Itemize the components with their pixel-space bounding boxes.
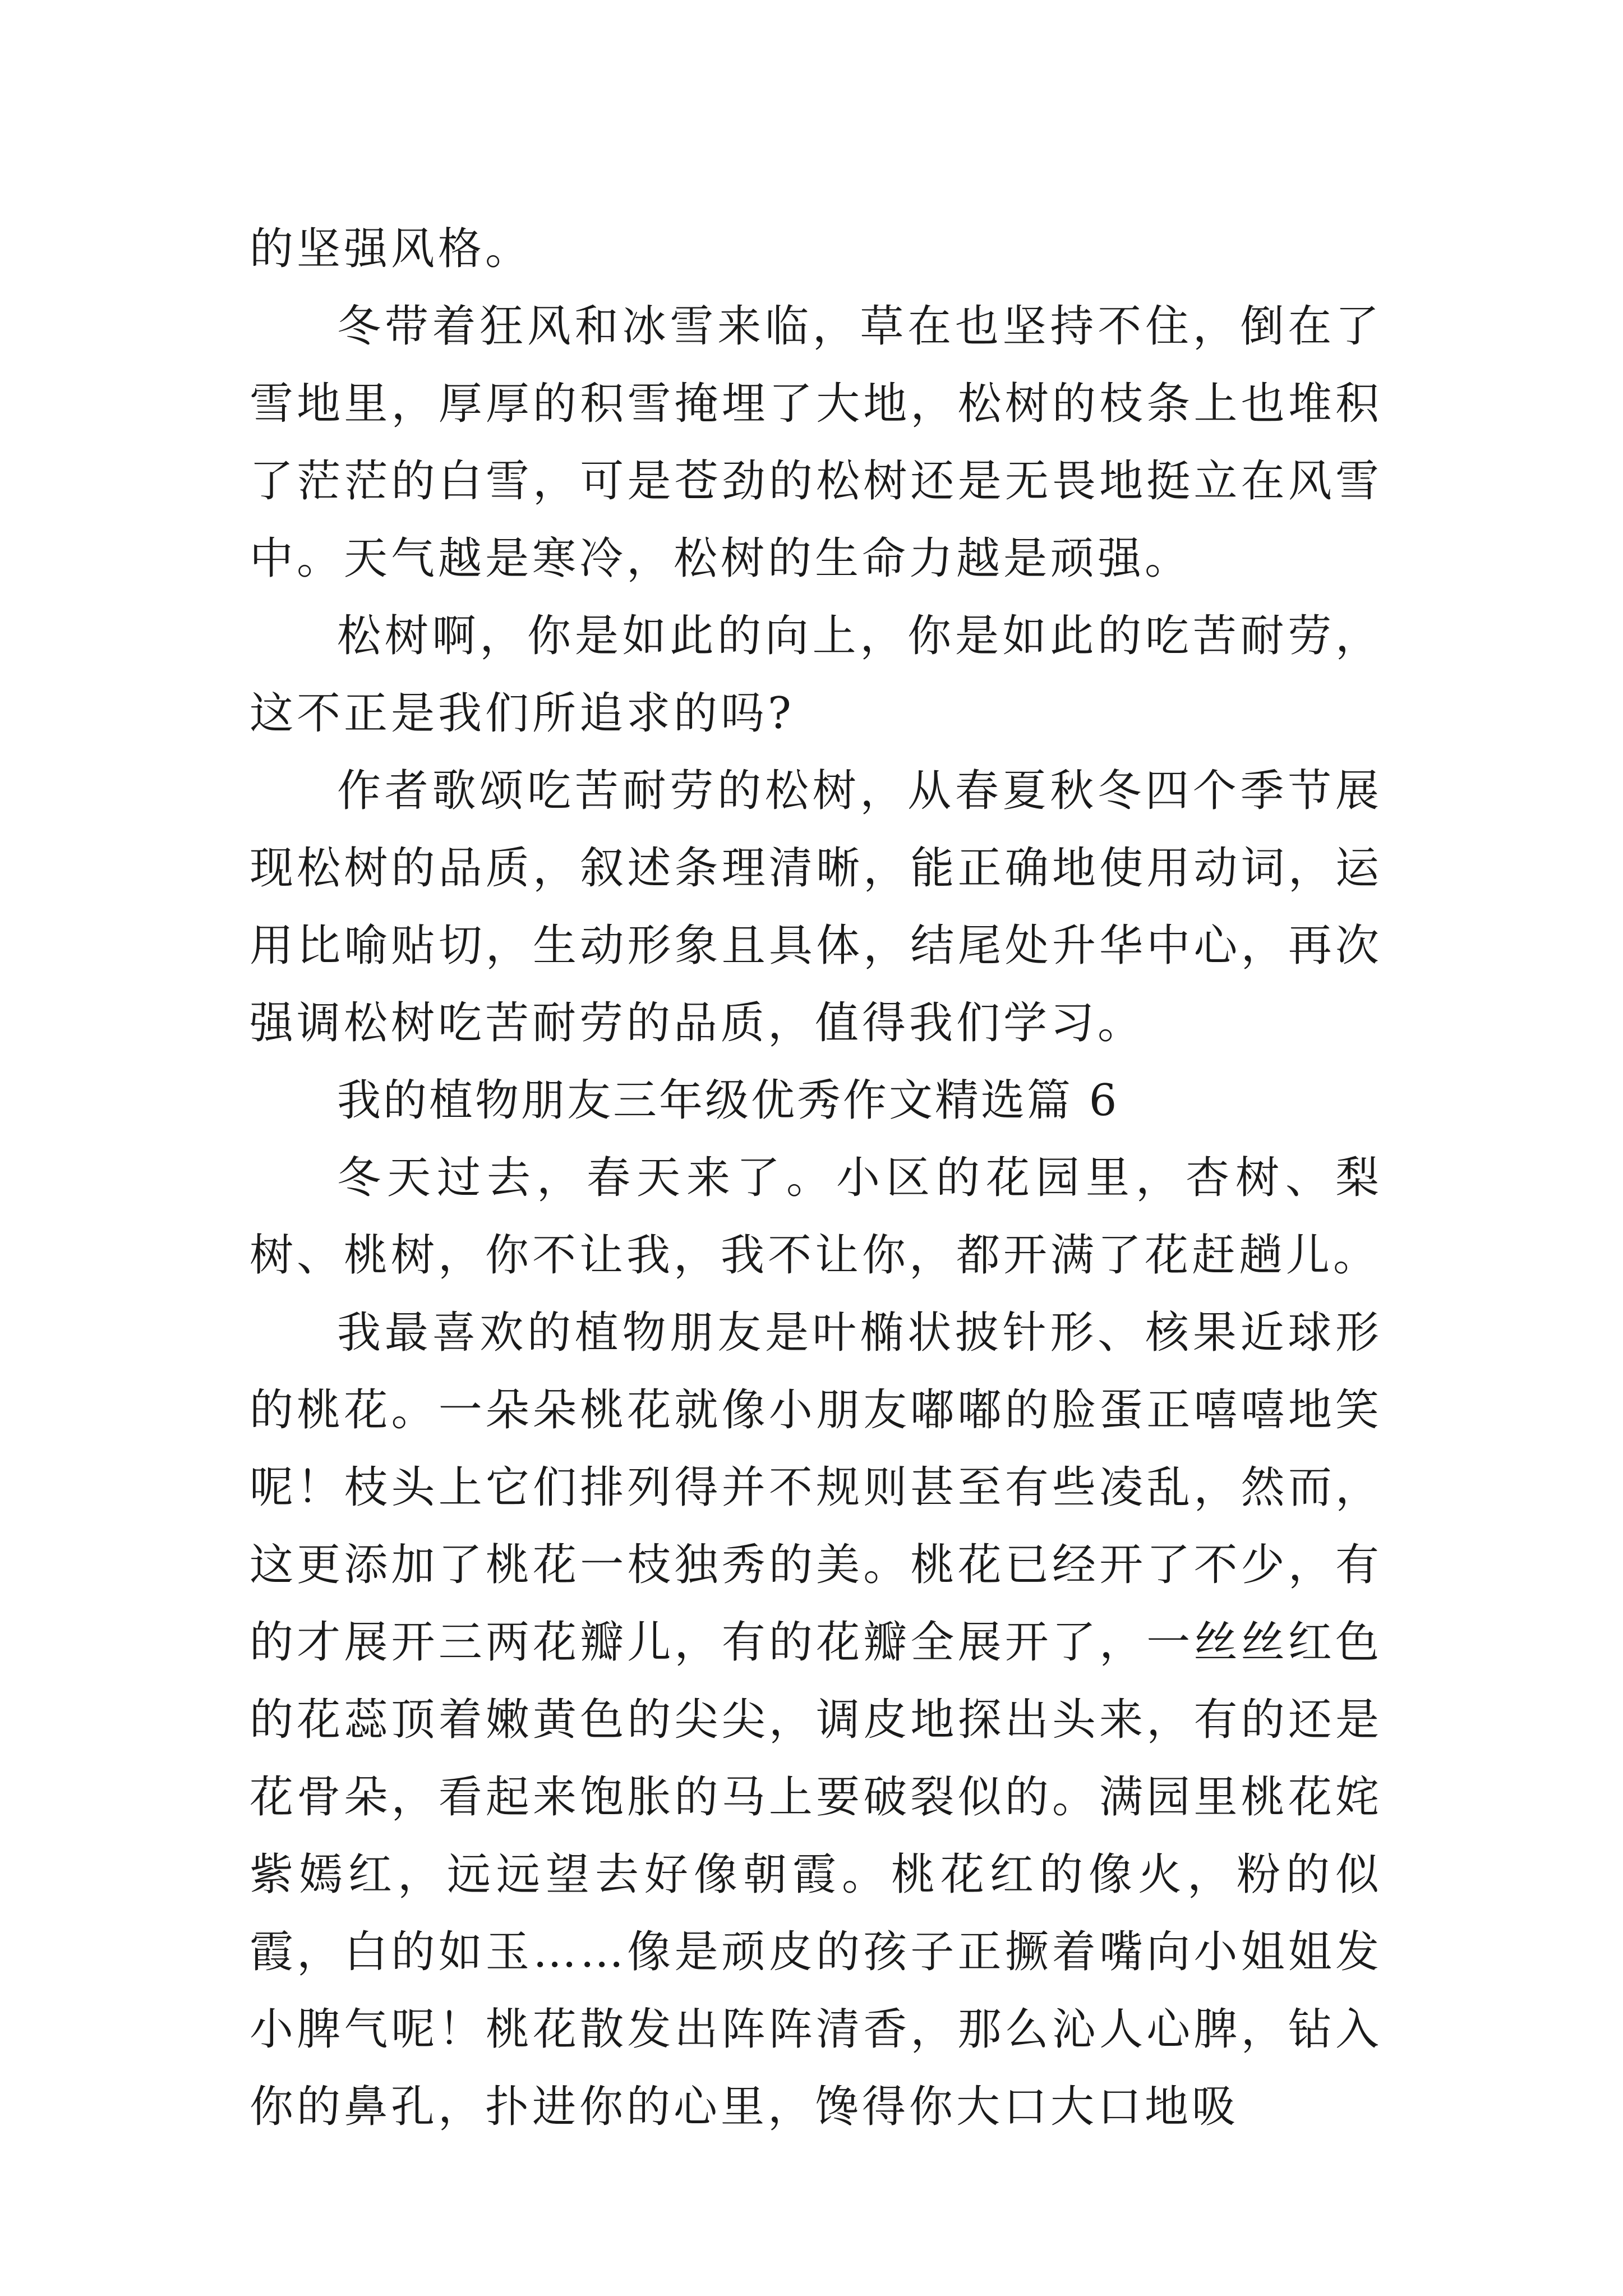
paragraph-commentary: 作者歌颂吃苦耐劳的松树，从春夏秋冬四个季节展现松树的品质，叙述条理清晰，能正确地使用动词，运用比喻贴切，生动形象且具体，结尾处升华中心，再次强调松树吃苦耐劳的品质，值得我们学习。 — [250, 766, 1382, 1048]
paragraph-spring-garden: 冬天过去，春天来了。小区的花园里，杏树、梨树、桃树，你不让我，我不让你，都开满了花赶趟儿。 — [250, 1153, 1382, 1281]
paragraph-continuation: 的坚强风格。 — [250, 224, 533, 274]
paragraph-pine-praise: 松树啊，你是如此的向上，你是如此的吃苦耐劳，这不正是我们所追求的吗? — [250, 611, 1382, 739]
document-body — [250, 210, 1382, 2146]
essay-heading: 我的植物朋友三年级优秀作文精选篇 6 — [337, 1075, 1119, 1126]
paragraph-winter-pine: 冬带着狂风和冰雪来临，草在也坚持不住，倒在了雪地里，厚厚的积雪掩埋了大地，松树的枝条上也堆积了茫茫的白雪，可是苍劲的松树还是无畏地挺立在风雪中。天气越是寒冷，松树的生命力越是顽强。 — [250, 301, 1382, 584]
paragraph-peach-blossom: 我最喜欢的植物朋友是叶椭状披针形、核果近球形的桃花。一朵朵桃花就像小朋友嘟嘟的脸蛋正嘻嘻地笑呢！枝头上它们排列得并不规则甚至有些凌乱，然而，这更添加了桃花一枝独秀的美。桃花已经开了不少，有的才展开三两花瓣儿，有的花瓣全展开了，一丝丝红色的花蕊顶着嫩黄色的尖尖，调皮地探出头来，有的还是花骨朵，看起来饱胀的马上要破裂似的。满园里桃花姹紫嫣红，远远望去好像朝霞。桃花红的像火，粉的似霞，白的如玉……像是顽皮的孩子正撅着嘴向小姐姐发小脾气呢！桃花散发出阵阵清香，那么沁人心脾，钻入你的鼻孔，扑进你的心里，馋得你大口大口地吸 — [250, 1308, 1382, 2132]
